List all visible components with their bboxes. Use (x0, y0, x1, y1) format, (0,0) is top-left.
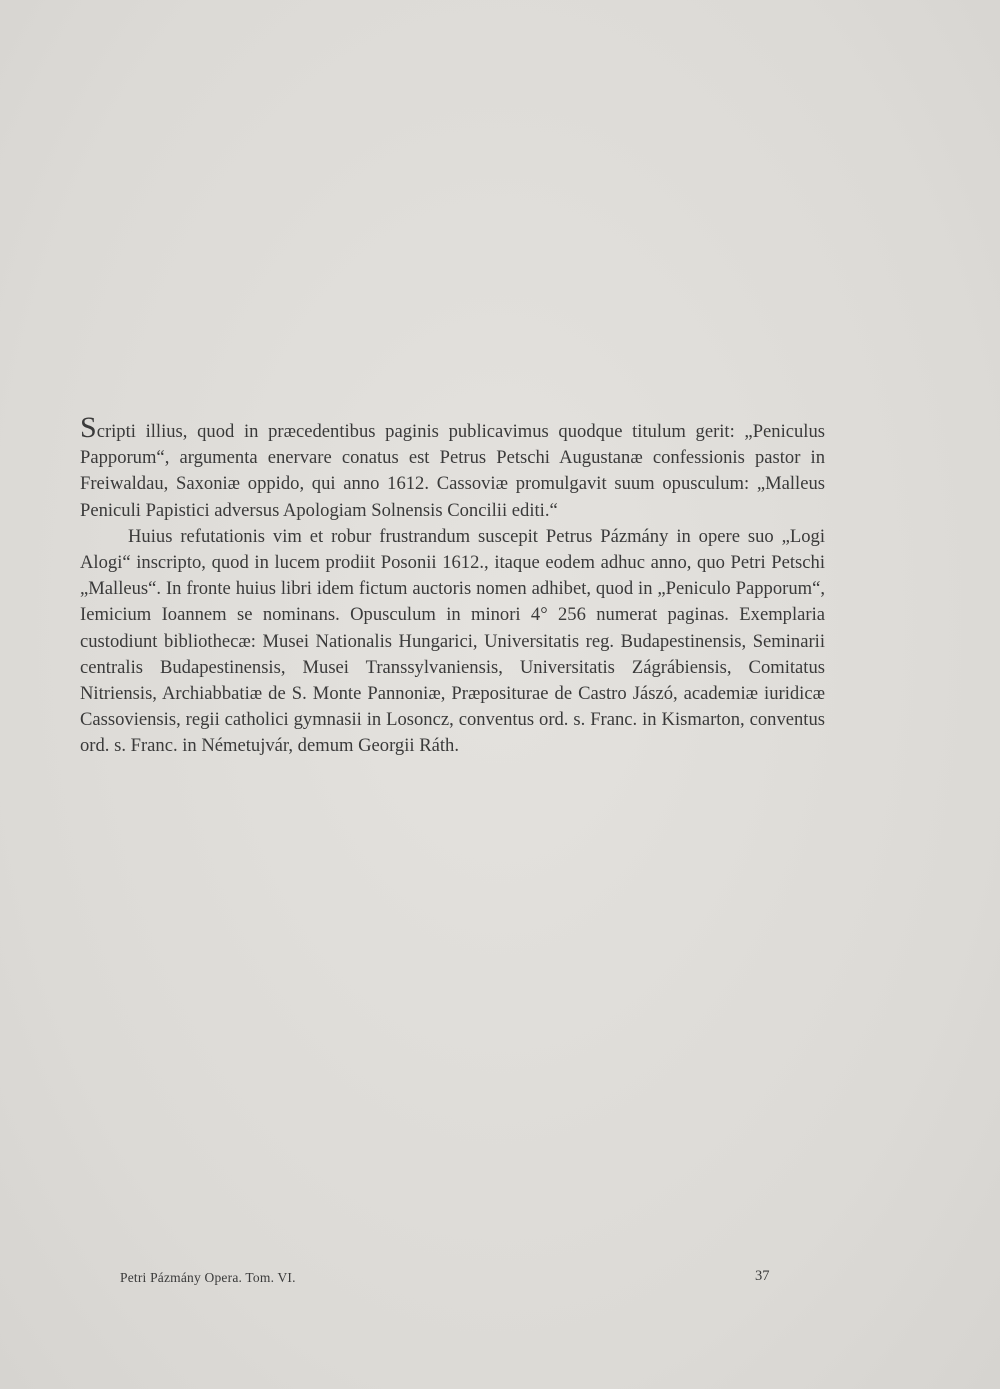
running-footer-title: Petri Pázmány Opera. Tom. VI. (120, 1270, 296, 1285)
initial-letter: S (80, 411, 97, 444)
paragraph-1-text: cripti illius, quod in præcedentibus paginis publicavimus quodque titulum gerit: „Peniculus Papporum“, argumenta enervare conatus est Petrus Petschi Augustanæ confessionis pastor in Freiwaldau, Saxoniæ oppido, qui anno 1612. Cassoviæ promulgavit suum opusculum: „Malleus Peniculi Papistici adversus Apologiam Solnensis Concilii editi.“ (80, 421, 825, 521)
paragraph-2: Huius refutationis vim et robur frustrandum suscepit Petrus Pázmány in opere suo „Logi Alogi“ inscripto, quod in lucem prodiit Posonii 1612., itaque eodem adhuc anno, quo Petri Petschi „Malleus“. In fronte huius libri idem fictum auctoris nomen adhibet, quod in „Peniculo Papporum“, Iemicium Ioannem se nominans. Opusculum in minori 4° 256 numerat paginas. Exemplaria custodiunt bibliothecæ: Musei Nationalis Hungarici, Universitatis reg. Budapestinensis, Seminarii centralis Budapestinensis, Musei Transsylvaniensis, Universitatis Zágrábiensis, Comitatus Nitriensis, Archiabbatiæ de S. Monte Pannoniæ, Præpositurae de Castro Jászó, academiæ iuridicæ Cassoviensis, regii catholici gymnasii in Losoncz, conventus ord. s. Franc. in Kismarton, conventus ord. s. Franc. in Németujvár, demum Georgii Ráth. (80, 525, 825, 757)
body-text (80, 411, 825, 760)
paragraph-1 (80, 411, 825, 524)
page-number: 37 (755, 1268, 770, 1284)
